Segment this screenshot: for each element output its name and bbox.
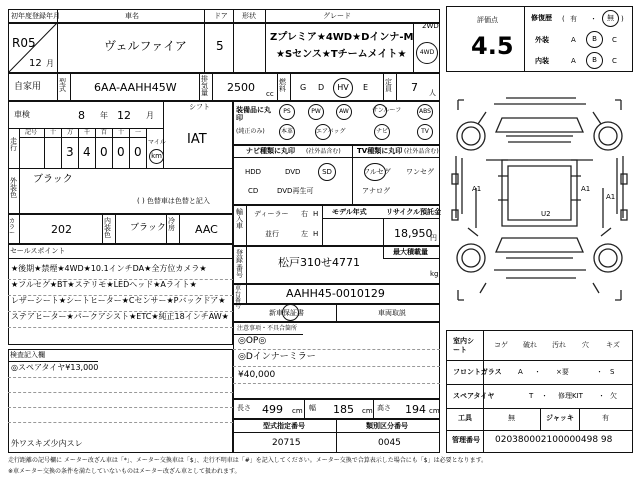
model-value: 6AA-AAHH45W xyxy=(94,81,177,94)
seat-opt-scratch: キズ xyxy=(606,341,620,349)
sales-line-1: ★後期★禁煙★4WD★10.1インチDA★全方位カメラ★ xyxy=(11,264,207,273)
km-circle: km xyxy=(149,149,164,164)
sales-line-4: ステアヒーター★パークアシスト★ETC★純正18インチAW★ xyxy=(11,312,229,321)
fourwd-circle: 4WD xyxy=(416,42,438,64)
tv-oneseg: ワンセグ xyxy=(406,168,434,176)
twowd-label: 2WD xyxy=(422,22,439,30)
shape-header: 形状 xyxy=(242,12,256,20)
inspector-value: ◎スペアタイヤ¥13,000 xyxy=(11,363,99,372)
tv-label: TV種類に丸印 xyxy=(357,147,403,155)
recycle-yen: 円 xyxy=(430,234,437,242)
import-dealer: ディーラー xyxy=(254,210,289,218)
digit-header-sym: 記号 xyxy=(25,129,38,136)
recycle-value: 18,950 xyxy=(394,227,433,240)
nav-hdd: HDD xyxy=(245,168,262,176)
digit-header-1k: 千 xyxy=(84,129,91,136)
int-grade-c: C xyxy=(612,57,617,65)
repair-no-circle: 無 xyxy=(602,10,619,27)
car-name-value: ヴェルファイア xyxy=(104,39,187,53)
diagram-u2: U2 xyxy=(541,210,551,218)
fuel-opt-e: E xyxy=(363,83,369,92)
mileage-digit-5: 0 xyxy=(134,145,142,159)
equip-aw-circle: AW xyxy=(336,104,352,120)
notes-label: 注意事項・不具合箇所 xyxy=(237,325,298,332)
mileage-digit-1: 3 xyxy=(66,145,74,159)
import-label: 輸入車 xyxy=(236,208,243,230)
glass-opt-a: A xyxy=(518,368,523,376)
interior-value: ブラック xyxy=(130,223,166,233)
nav-sub: (社外品含む) xyxy=(306,148,341,155)
notes-line3: ¥40,000 xyxy=(238,370,276,380)
capacity-unit: 人 xyxy=(429,89,436,97)
doors-header: ドア xyxy=(214,12,228,20)
spare-opt-t: T xyxy=(529,392,534,400)
equip-leather-circle: 本革 xyxy=(279,124,295,140)
warranty-circle xyxy=(282,304,299,321)
capacity-value: 7 xyxy=(411,81,418,94)
diagram-a1-right: A1 xyxy=(606,193,616,201)
model-designation-value: 20715 xyxy=(272,438,301,448)
equip-ps-circle: PS xyxy=(279,104,295,120)
doors-value: 5 xyxy=(216,39,224,53)
category-label: 類別区分番号 xyxy=(366,422,408,430)
equip-pw-circle: PW xyxy=(308,104,324,120)
footer-line1: 走行距離の記号欄に メーター改ざん車は「*」、メーター交換車は「$」、走行不明車は「#」を記入してください。メーター交換で合算表示した場合にも「$」は必要となります。 xyxy=(8,457,488,464)
diagram-a1-right2: A1 xyxy=(581,185,591,193)
max-load-label: 最大積載量 xyxy=(393,248,428,256)
ext-grade-label: 外装 xyxy=(535,36,549,44)
fuel-label: 燃料 xyxy=(279,78,286,93)
inspection-year: 8 xyxy=(78,109,85,122)
spare-opt-kit: 修理KIT xyxy=(558,392,583,400)
glass-opt-needs: ×要 xyxy=(556,368,569,376)
notes-line2: ◎Dインナーミラー xyxy=(238,352,316,362)
repair-label: 修復歴 xyxy=(531,14,552,22)
len-value: 499 xyxy=(262,403,283,416)
displacement-value: 2500 xyxy=(227,81,255,94)
disp-label: 排気量 xyxy=(201,75,208,97)
spare-dot2: ・ xyxy=(598,392,605,400)
mileage-label: 走行 xyxy=(10,137,17,152)
hgt-cm: cm xyxy=(429,407,440,415)
row-car-info xyxy=(8,23,440,73)
spare-tire-label: スペアタイヤ xyxy=(453,392,495,400)
sales-line-3: レザーシート★シートヒーター★Cセンサー★Pバックドア★ xyxy=(11,296,226,305)
category-value: 0045 xyxy=(378,438,401,448)
exterior-color: ブラック xyxy=(33,174,73,185)
color-code-label: カラー xyxy=(9,218,16,237)
recycle-label: リサイクル預託金 xyxy=(386,208,442,216)
wid-label: 幅 xyxy=(309,404,316,412)
reg-era: R05 xyxy=(12,36,36,50)
equipment-sub: (純正のみ) xyxy=(236,128,265,135)
sunroof-circle xyxy=(373,104,387,118)
digit-header-10k: 万 xyxy=(67,129,74,136)
score-label: 評価点 xyxy=(477,16,498,24)
capacity-label: 定員 xyxy=(385,78,392,93)
management-value: 020380002100000498 98 xyxy=(495,435,613,445)
equip-sunroof: サンルーフ xyxy=(372,107,402,114)
ext-grade-b-circle: B xyxy=(586,31,603,48)
jack-label: ジャッキ xyxy=(546,414,574,422)
len-label: 長さ xyxy=(237,404,251,412)
notes-line1: ◎OP◎ xyxy=(238,336,267,346)
max-load-kg: kg xyxy=(430,270,439,278)
model-label: 型式 xyxy=(59,78,66,93)
spare-opt-none: 欠 xyxy=(610,392,617,400)
warranty-new: 新車保証書 xyxy=(269,309,304,317)
tv-fullseg-circle xyxy=(364,163,386,181)
inspection-label: 車検 xyxy=(14,110,30,119)
interior-label: 内装色 xyxy=(104,217,111,239)
inspection-month-unit: 月 xyxy=(146,111,154,120)
ext-grade-a: A xyxy=(571,36,576,44)
grade-line2: ★Sセンス★Tチームメイト★ xyxy=(276,49,407,60)
int-grade-b-circle: B xyxy=(586,52,603,69)
nav-dvd-play: DVD再生可 xyxy=(277,187,314,195)
nav-dvd: DVD xyxy=(285,168,301,176)
digit-header-100: 百 xyxy=(101,129,108,136)
nav-sd-circle: SD xyxy=(318,163,336,181)
import-handle-l: H xyxy=(313,230,319,238)
repair-yes: 有 xyxy=(570,15,577,23)
cc-unit: cc xyxy=(266,90,274,98)
inspection-year-unit: 年 xyxy=(100,111,108,120)
ac-label: 冷房 xyxy=(168,217,175,232)
interior-seat-label: 室内シート xyxy=(453,337,474,355)
repair-paren-r: ) xyxy=(621,15,624,23)
grade-header: グレード xyxy=(323,12,351,20)
tv-analog: アナログ xyxy=(362,187,390,195)
digit-header-10m: 十 xyxy=(50,129,57,136)
repair-dot: ・ xyxy=(590,15,597,23)
fuel-hv-circle: HV xyxy=(333,78,353,98)
fuel-opt-g: G xyxy=(300,83,307,92)
ac-value: AAC xyxy=(195,223,218,236)
mile-label: マイル xyxy=(148,139,166,146)
model-designation-label: 型式指定番号 xyxy=(263,422,305,430)
digit-header-10: 十 xyxy=(118,129,125,136)
sales-line-2: ★フルセグ★BT★ステリモ★LEDヘッド★Aライト★ xyxy=(11,280,197,289)
glass-opt-s: S xyxy=(610,368,615,376)
shift-value: IAT xyxy=(187,132,207,147)
mileage-digit-3: 0 xyxy=(100,145,108,159)
seat-opt-dirt: 汚れ xyxy=(552,341,566,349)
digit-header-1: 一 xyxy=(135,129,142,136)
equip-tv-circle: TV xyxy=(417,124,433,140)
car-damage-diagram xyxy=(446,78,633,322)
int-grade-a: A xyxy=(571,57,576,65)
front-glass-label: フロントガラス xyxy=(453,368,502,376)
inspector-bottom: 外ワスキズ少内スレ xyxy=(11,439,83,448)
mileage-digit-4: 0 xyxy=(117,145,125,159)
import-left: 左 xyxy=(301,230,308,238)
import-handle-r: H xyxy=(313,210,319,218)
tv-fullseg: フルセグ xyxy=(363,168,391,176)
inspector-label: 検査記入欄 xyxy=(10,351,45,359)
wid-cm: cm xyxy=(362,407,373,415)
tools-label: 工具 xyxy=(458,414,472,422)
seat-opt-tear: 破れ xyxy=(523,341,537,349)
seat-opt-hole: 穴 xyxy=(582,341,589,349)
score-value: 4.5 xyxy=(471,32,514,60)
nav-cd: CD xyxy=(248,187,259,195)
first-reg-header: 初年度登録年月 xyxy=(11,12,60,20)
jack-value: 有 xyxy=(602,414,609,422)
row-model xyxy=(8,73,440,101)
reg-month-unit: 月 xyxy=(46,59,54,68)
tools-value: 無 xyxy=(508,414,515,422)
diagram-a1-left: A1 xyxy=(472,185,482,193)
hgt-label: 高さ xyxy=(377,404,391,412)
equipment-label: 装備品に丸印 xyxy=(236,106,271,122)
ext-grade-c: C xyxy=(612,36,617,44)
reg-month: 12 xyxy=(29,58,42,69)
footer-line2: ※車メーター交換の条件を満たしていないものはメーター改ざん車として扱われます。 xyxy=(8,468,241,475)
warranty-manual: 車両取説 xyxy=(378,309,406,317)
shift-label: シフト xyxy=(189,103,210,111)
mileage-digit-2: 4 xyxy=(83,145,91,159)
import-right: 右 xyxy=(301,210,308,218)
model-year-label: モデル年式 xyxy=(332,208,367,216)
color-code-value: 202 xyxy=(51,223,72,236)
equip-abs-circle: ABS xyxy=(417,104,433,120)
chassis-label: 車台番号 xyxy=(235,285,242,310)
seat-opt-burn: コゲ xyxy=(494,341,508,349)
plate-value: 松戸310せ4771 xyxy=(278,256,360,269)
equip-navi-circle: ナビ xyxy=(374,124,390,140)
chassis-value: AAHH45-0010129 xyxy=(286,287,385,300)
hgt-value: 194 xyxy=(405,403,426,416)
management-label: 管理番号 xyxy=(452,436,480,444)
glass-dot1: ・ xyxy=(534,368,541,376)
spare-dot1: ・ xyxy=(541,392,548,400)
inspection-month: 12 xyxy=(117,109,131,122)
grade-line1: Zプレミア★4WD★Dインナ-M xyxy=(270,32,414,43)
use-type: 自家用 xyxy=(14,82,42,92)
int-grade-label: 内装 xyxy=(535,57,549,65)
len-cm: cm xyxy=(292,407,303,415)
wid-value: 185 xyxy=(333,403,354,416)
repair-paren-l: ( xyxy=(562,15,565,23)
plate-label: 登録番号 xyxy=(236,249,243,280)
exterior-note: ( ) 色替車は色替と記入 xyxy=(137,197,210,205)
import-other: 並行 xyxy=(265,230,279,238)
fuel-opt-d: D xyxy=(318,83,325,92)
car-name-header: 車名 xyxy=(125,12,139,20)
exterior-label: 外装色 xyxy=(10,177,17,199)
tv-sub: (社外品含む) xyxy=(404,148,439,155)
sales-label: セールスポイント xyxy=(10,247,66,255)
nav-label: ナビ種類に丸印 xyxy=(246,147,295,155)
glass-dot2: ・ xyxy=(596,368,603,376)
equip-airbag: エアバッグ xyxy=(316,128,346,135)
